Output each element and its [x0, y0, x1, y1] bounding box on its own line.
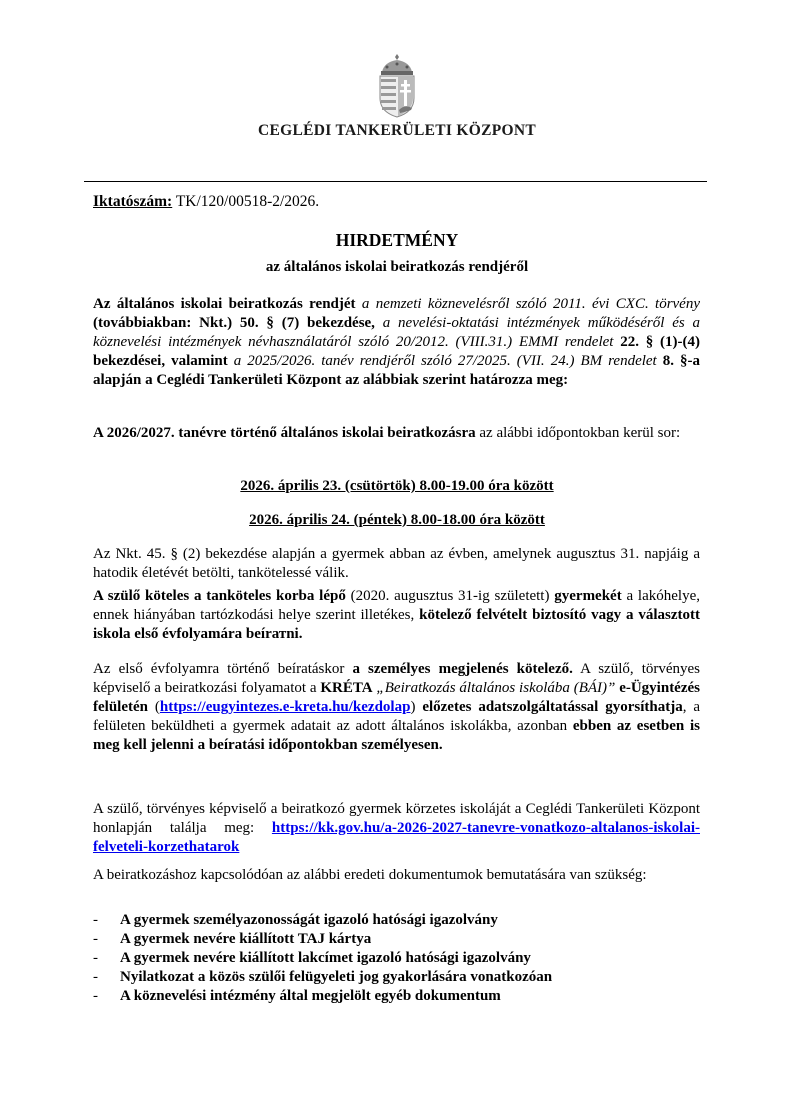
- text-span: (továbbiakban: Nkt.) 50. § (7) bekezdése,: [93, 315, 375, 331]
- text-span: ): [410, 699, 423, 715]
- bullet-dash: -: [93, 950, 98, 966]
- list-item-text: A gyermek nevére kiállított TAJ kártya: [120, 931, 372, 947]
- required-documents-list: [93, 911, 700, 1006]
- reference-value: TK/120/00518-2/2026.: [172, 193, 320, 210]
- text-span: A szülő köteles a tanköteles korba lépő: [93, 588, 346, 604]
- text-span: „Beiratkozás általános iskolába (BÁI)”: [372, 680, 616, 696]
- list-item-text: A gyermek nevére kiállított lakcímet igazoló hatósági igazolvány: [120, 950, 531, 966]
- bullet-dash: -: [93, 912, 98, 928]
- enrollment-date-2: 2026. április 24. (péntek) 8.00-18.00 óra között: [249, 512, 545, 528]
- paragraph-district-schools: [93, 800, 700, 857]
- reference-number: [93, 192, 700, 211]
- text-span: e-Ügyintézés felületén: [93, 680, 700, 715]
- text-span: a lakóhelye, ennek hiányában tartózkodási helye szerint illetékes,: [93, 588, 700, 623]
- district-boundaries-link[interactable]: https://kk.gov.hu/a-2026-2027-tanevre-vonatkozo-altalanos-iskolai-felveteli-korzethatarok: [93, 820, 700, 855]
- text-span: a személyes megjelenés kötelező.: [352, 661, 573, 677]
- list-item-text: Nyilatkozat a közös szülői felügyeleti jog gyakorlására vonatkozóan: [120, 969, 553, 985]
- paragraph-personal-attendance: [93, 660, 700, 755]
- text-span: 8. §-a alapján a Ceglédi Tankerületi Központ az alábbiak szerint határozza meg:: [93, 353, 700, 388]
- kreta-eugyintezes-link[interactable]: https://eugyintezes.e-kreta.hu/kezdolap: [159, 699, 411, 715]
- header-divider: [84, 181, 707, 182]
- text-span: a 2025/2026. tanév rendjéről szóló 27/2025. (VII. 24.) BM rendelet: [227, 353, 663, 369]
- text-span: ebben az esetben is meg kell jelenni a beíratási időpontokban személyesen.: [93, 718, 700, 753]
- paragraph-legal-basis: [93, 295, 700, 390]
- list-item: [93, 987, 700, 1006]
- text-span: kötelező felvételt biztosító vagy a választott iskola első évfolyamára beírатni.: [93, 607, 700, 642]
- reference-label: Iktatószám:: [93, 193, 173, 210]
- bullet-dash: -: [93, 969, 98, 985]
- paragraph-enrollment-intro: [93, 424, 700, 443]
- list-item-text: A gyermek személyazonosságát igazoló hatósági igazolvány: [120, 912, 498, 928]
- text-span: , a felületen beküldheti a gyermek adatait az adott általános iskolákba, azonban: [93, 699, 701, 734]
- list-item: [93, 911, 700, 930]
- text-span: az alábbi időpontokban kerül sor:: [475, 425, 681, 441]
- list-item-text: A köznevelési intézmény által megjelölt egyéb dokumentum: [120, 988, 501, 1004]
- text-span: Az első évfolyamra történő beíratáskor: [93, 661, 353, 677]
- document-subtitle: az általános iskolai beiratkozás rendjéről: [265, 259, 529, 275]
- enrollment-date-1: 2026. április 23. (csütörtök) 8.00-19.00 óra között: [240, 478, 554, 494]
- text-span: (2020. augusztus 31-ig született): [345, 588, 555, 604]
- text-span: (: [147, 699, 160, 715]
- paragraph-required-documents: A beiratkozáshoz kapcsolódóan az alábbi eredeti dokumentumok bemutatására van szükség:: [93, 867, 647, 883]
- list-item: [93, 949, 700, 968]
- paragraph-compulsory-age: Az Nkt. 45. § (2) bekezdése alapján a gyermek abban az évben, amelynek augusztus 31. napjáig a hatodik életévét betölti, tankötelessé válik.: [93, 546, 700, 581]
- text-span: 22. § (1)-(4) bekezdései, valamint: [93, 334, 701, 369]
- organization-name: CEGLÉDI TANKERÜLETI KÖZPONT: [258, 122, 536, 139]
- bullet-dash: -: [93, 931, 98, 947]
- text-span: a nevelési-oktatási intézmények működéséről és a köznevelési intézmények névhasználatáról szóló 20/2012. (VIII.31.) EMMI rendelet: [93, 315, 700, 350]
- bullet-dash: -: [93, 988, 98, 1004]
- hungarian-coat-of-arms-icon: [374, 52, 420, 118]
- text-span: KRÉTA: [320, 680, 373, 696]
- paragraph-parent-obligation: [93, 587, 700, 644]
- text-span: A 2026/2027. tanévre történő általános iskolai beiratkozásra: [93, 425, 476, 441]
- list-item: [93, 968, 700, 987]
- text-span: a nemzeti köznevelésről szóló 2011. évi CXC. törvény: [355, 296, 701, 312]
- text-span: gyermekét: [554, 588, 622, 604]
- list-item: [93, 930, 700, 949]
- text-span: A szülő, törvényes képviselő a beiratkozó gyermek körzetes iskoláját a Ceglédi Tankerületi Központ honlapján találja meg:: [93, 801, 700, 836]
- text-span: A szülő, törvényes képviselő a beiratkozási folyamatot a: [93, 661, 701, 696]
- document-title: HIRDETMÉNY: [335, 230, 459, 250]
- text-span: Az általános iskolai beiratkozás rendjét: [93, 296, 356, 312]
- text-span: előzetes adatszolgáltatással gyorsíthatja: [422, 699, 683, 715]
